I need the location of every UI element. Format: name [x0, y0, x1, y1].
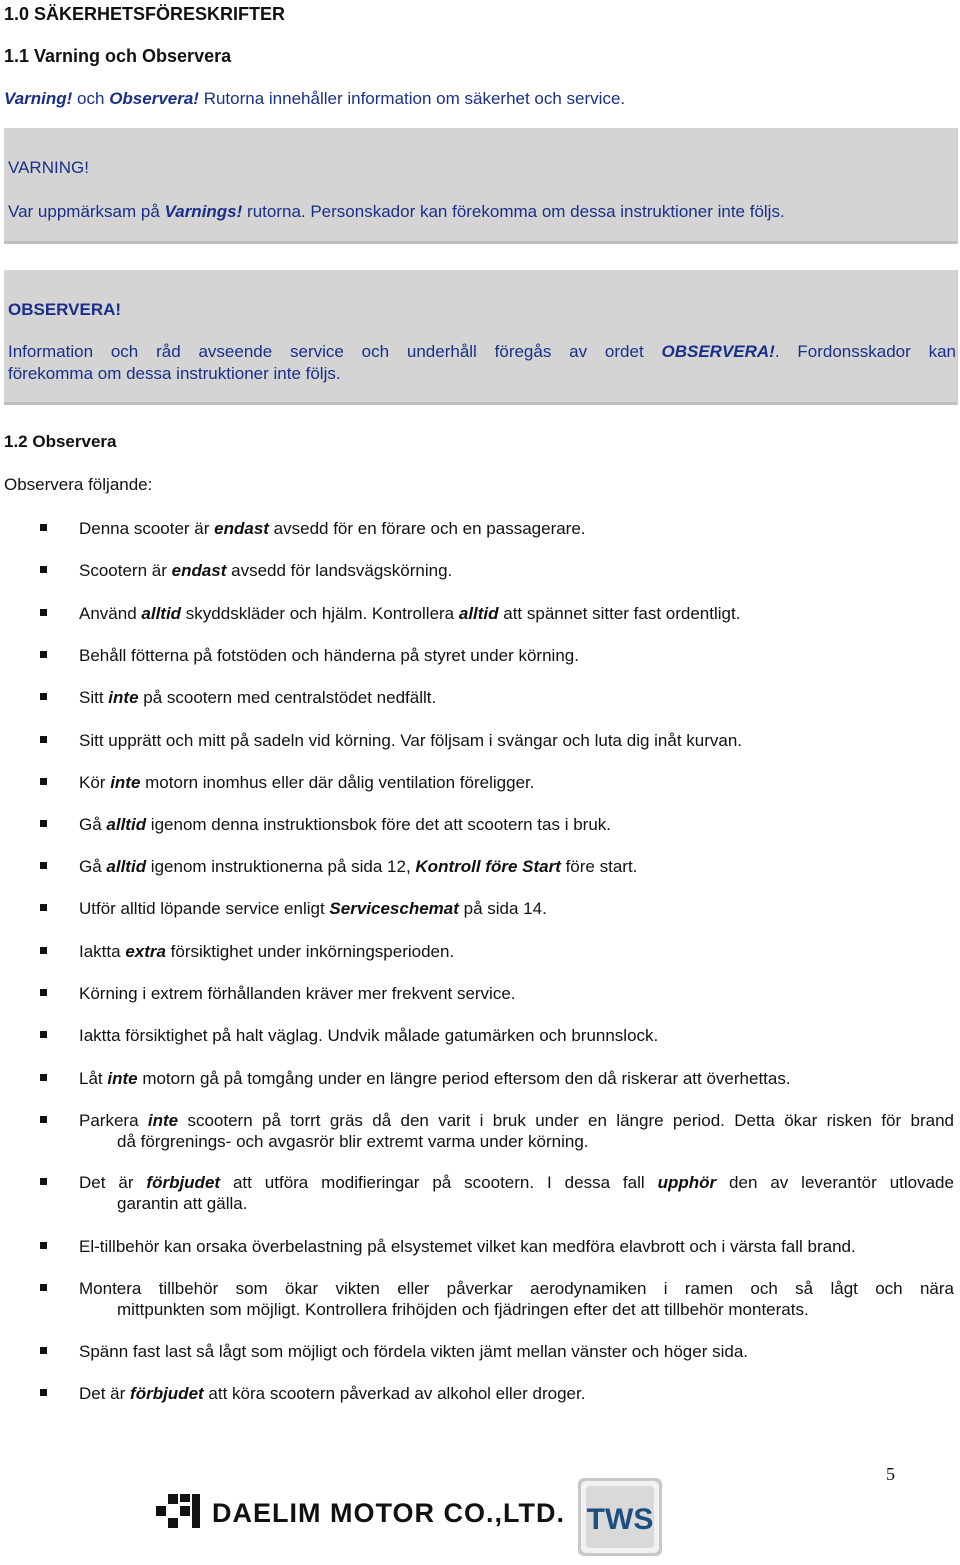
list-item-text — [79, 518, 954, 539]
list-item-emphasis-b: endast — [214, 519, 269, 538]
list-item-text-a: Behåll fötterna på fotstöden och händerna på styret under körning. — [79, 646, 579, 665]
list-item-text-a: Spänn fast last så lågt som möjligt och fördela vikten jämt mellan vänster och höger sida. — [79, 1342, 749, 1361]
list-item-emphasis-b: alltid — [141, 604, 182, 623]
bullet-square-icon — [40, 609, 47, 616]
list-item-text — [79, 941, 954, 962]
bullet-square-icon — [40, 778, 47, 785]
list-item-text-a: El-tillbehör kan orsaka överbelastning på elsystemet vilket kan medföra elavbrott och i värsta fall brand. — [79, 1237, 856, 1256]
intro-paragraph — [4, 89, 625, 109]
warning-text-a: Var uppmärksam på — [8, 202, 165, 221]
list-item-text — [79, 983, 954, 1004]
bullet-square-icon — [40, 1116, 47, 1123]
list-item-text — [79, 730, 954, 751]
bullet-square-icon — [40, 1284, 47, 1291]
daelim-logo — [150, 1478, 670, 1560]
list-item-text-c: igenom denna instruktionsbok före det att scootern tas i bruk. — [146, 815, 612, 834]
subsection-title: 1.1 Varning och Observera — [4, 46, 232, 66]
list-item-text-a: Använd — [79, 604, 142, 623]
list-item-text-a: Denna scooter är — [79, 519, 215, 538]
list-item-text-a: Sitt upprätt och mitt på sadeln vid körning. Var följsam i svängar och luta dig inåt kurvan. — [79, 731, 743, 750]
list-item-text-a: Scootern är — [79, 561, 172, 580]
list-item-emphasis-b: endast — [171, 561, 227, 580]
list-item-text — [79, 1068, 954, 1089]
list-item-text-a: Montera tillbehör som ökar vikten eller påverkar aerodynamiken i ramen och så lågt och nära — [79, 1279, 954, 1298]
list-item-text-a: Iaktta försiktighet på halt väglag. Undvik målade gatumärken och brunnslock. — [79, 1026, 659, 1045]
bullet-square-icon — [40, 989, 47, 996]
list-item-text-c: att köra scootern påverkad av alkohol eller droger. — [203, 1384, 586, 1403]
tws-badge — [578, 1478, 662, 1556]
page-number: 5 — [886, 1464, 895, 1484]
list-item-text-a: Gå — [79, 857, 107, 876]
list-item-text-c: motorn inomhus eller där dålig ventilation föreligger. — [140, 773, 535, 792]
list-item-text-a: Utför alltid löpande service enligt — [79, 899, 330, 918]
list-item-text-a: Det är — [79, 1384, 131, 1403]
warning-text — [8, 202, 785, 222]
warning-box — [4, 128, 958, 244]
list-item-text — [79, 687, 954, 708]
note-line-1 — [8, 342, 956, 362]
list-item-text-a: Parkera — [79, 1111, 148, 1130]
observe-lead: Observera följande: — [4, 475, 153, 494]
list-item-text-c: skyddskläder och hjälm. Kontrollera — [181, 604, 459, 623]
list-item-text — [79, 1278, 954, 1320]
list-item-text-e: att spännet sitter fast ordentligt. — [498, 604, 741, 623]
list-item-text-a: Gå — [79, 815, 107, 834]
bullet-square-icon — [40, 1389, 47, 1396]
list-item-text — [79, 814, 954, 835]
list-item-text-a: Låt — [79, 1069, 108, 1088]
warning-text-b: Varnings! — [164, 202, 243, 221]
list-item-emphasis-d: Kontroll före Start — [415, 857, 561, 876]
list-item-emphasis-b: förbjudet — [146, 1173, 221, 1192]
list-item-emphasis-b: inte — [108, 688, 139, 707]
note-line-1-a: Information och råd avseende service och underhåll föregås av ordet — [8, 342, 662, 361]
footer-logos — [150, 1478, 670, 1565]
list-item-text-c: att utföra modifieringar på scootern. I dessa fall — [220, 1173, 658, 1192]
company-name: DAELIM MOTOR CO.,LTD. — [212, 1498, 565, 1528]
list-item-text-a: Iaktta — [79, 942, 126, 961]
note-line-1-c: . Fordonsskador kan — [774, 342, 956, 361]
list-item-emphasis-d: alltid — [458, 604, 499, 623]
list-item-emphasis-d: upphör — [657, 1173, 717, 1192]
bullet-square-icon — [40, 1242, 47, 1249]
bullet-square-icon — [40, 566, 47, 573]
list-item-emphasis-b: Serviceschemat — [329, 899, 459, 918]
bullet-square-icon — [40, 693, 47, 700]
list-item-text-e: den av leverantör utlovade — [716, 1173, 954, 1192]
list-item-text — [79, 1383, 954, 1404]
list-item-text-f: då förgrenings- och avgasrör blir extremt varma under körning. — [117, 1132, 589, 1151]
list-item-text — [79, 1341, 954, 1362]
list-item-emphasis-b: inte — [107, 1069, 138, 1088]
list-item-emphasis-b: extra — [125, 942, 166, 961]
list-item-text — [79, 856, 954, 877]
list-item-text-e: före start. — [560, 857, 638, 876]
list-item-text-f: garantin att gälla. — [117, 1194, 248, 1213]
bullet-square-icon — [40, 736, 47, 743]
list-item-text — [79, 1236, 954, 1257]
list-item-text — [79, 1025, 954, 1046]
intro-warning-word: Varning! — [4, 89, 73, 108]
list-item-text-a: Det är — [79, 1173, 147, 1192]
list-item-emphasis-b: förbjudet — [130, 1384, 204, 1403]
bullet-square-icon — [40, 651, 47, 658]
list-item-text-a: Körning i extrem förhållanden kräver mer frekvent service. — [79, 984, 516, 1003]
list-item-text — [79, 645, 954, 666]
list-item-emphasis-b: alltid — [106, 857, 147, 876]
bullet-square-icon — [40, 862, 47, 869]
list-item-text — [79, 560, 954, 581]
bullet-square-icon — [40, 1031, 47, 1038]
list-item-text-c: avsedd för landsvägskörning. — [226, 561, 453, 580]
warning-text-c: rutorna. Personskador kan förekomma om dessa instruktioner inte följs. — [242, 202, 785, 221]
intro-connector: och — [72, 89, 110, 108]
observe-title: 1.2 Observera — [4, 432, 117, 451]
svg-text:TWS: TWS — [586, 1503, 654, 1536]
bullet-square-icon — [40, 1074, 47, 1081]
bullet-square-icon — [40, 524, 47, 531]
intro-note-word: Observera! — [109, 89, 199, 108]
list-item-text — [79, 1110, 954, 1152]
list-item-text-f: mittpunkten som möjligt. Kontrollera frihöjden och fjädringen efter det att tillbehör monterats. — [117, 1300, 809, 1319]
note-box — [4, 270, 958, 405]
list-item-text-c: motorn gå på tomgång under en längre period eftersom den då riskerar att överhettas. — [137, 1069, 791, 1088]
intro-text: Rutorna innehåller information om säkerhet och service. — [198, 89, 626, 108]
list-item-text — [79, 772, 954, 793]
bullet-square-icon — [40, 820, 47, 827]
bullet-square-icon — [40, 1178, 47, 1185]
list-item-text-a: Sitt — [79, 688, 109, 707]
warning-heading: VARNING! — [8, 158, 89, 177]
list-item-text — [79, 1172, 954, 1214]
list-item-text-c: på scootern med centralstödet nedfällt. — [138, 688, 437, 707]
note-line-2: förekomma om dessa instruktioner inte följs. — [8, 364, 341, 383]
list-item-text-a: Kör — [79, 773, 111, 792]
list-item-text-c: försiktighet under inkörningsperioden. — [165, 942, 455, 961]
list-item-text — [79, 603, 954, 624]
list-item-emphasis-b: alltid — [106, 815, 147, 834]
note-heading: OBSERVERA! — [8, 300, 122, 319]
list-item-text-c: avsedd för en förare och en passagerare. — [268, 519, 586, 538]
list-item-text — [79, 898, 954, 919]
bullet-square-icon — [40, 947, 47, 954]
list-item-text-c: scootern på torrt gräs då den varit i bruk under en längre period. Detta ökar risken för brand — [178, 1111, 954, 1130]
bullet-square-icon — [40, 904, 47, 911]
list-item-text-c: igenom instruktionerna på sida 12, — [146, 857, 416, 876]
daelim-emblem-icon — [156, 1494, 200, 1528]
section-title: 1.0 SÄKERHETSFÖRESKRIFTER — [4, 4, 286, 24]
list-item-emphasis-b: inte — [110, 773, 141, 792]
note-line-1-b: OBSERVERA! — [661, 342, 775, 361]
list-item-emphasis-b: inte — [147, 1111, 179, 1130]
list-item-text-c: på sida 14. — [458, 899, 547, 918]
bullet-square-icon — [40, 1347, 47, 1354]
